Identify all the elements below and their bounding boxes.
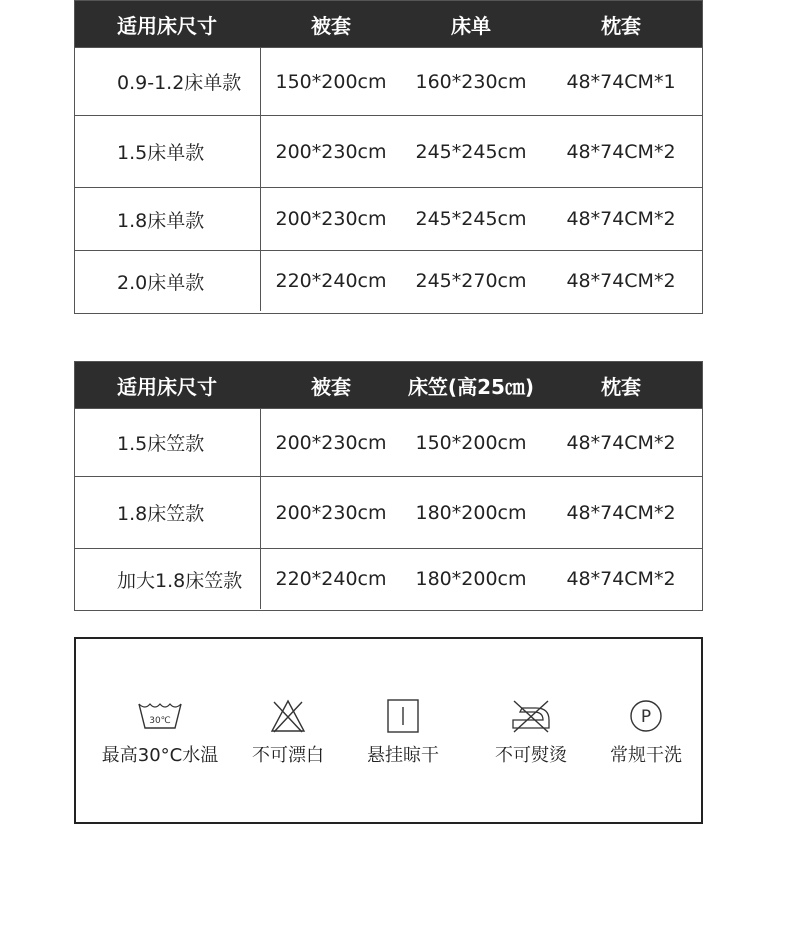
dry-clean-p-icon (596, 697, 696, 735)
cell-fitted-sheet: 180*200cm (415, 568, 527, 590)
wash-30-icon (100, 697, 220, 735)
cell-duvet: 200*230cm (275, 140, 387, 163)
care-label: 不可熨烫 (495, 745, 567, 766)
cell-bed-size: 1.8床单款 (75, 188, 261, 250)
hang-dry-icon (353, 697, 453, 735)
cell-duvet: 200*230cm (275, 208, 387, 230)
header-duvet: 被套 (311, 13, 351, 38)
table-header (75, 1, 702, 47)
cell-pillowcase: 48*74CM*2 (566, 208, 676, 230)
care-item-hang-dry (353, 697, 453, 767)
cell-pillowcase: 48*74CM*2 (566, 140, 676, 163)
header-bed-size: 适用床尺寸 (117, 374, 217, 399)
cell-pillowcase: 48*74CM*2 (566, 568, 676, 590)
cell-pillowcase: 48*74CM*2 (566, 501, 676, 524)
cell-duvet: 220*240cm (275, 270, 387, 292)
wash-temp-text: 30℃ (149, 716, 171, 726)
cell-bed-size: 2.0床单款 (75, 251, 261, 311)
table-row (75, 250, 702, 311)
cell-pillowcase: 48*74CM*2 (566, 431, 676, 454)
table-row (75, 47, 702, 115)
care-item-dry-clean (596, 697, 696, 767)
care-label: 常规干洗 (610, 745, 682, 766)
dry-clean-letter: P (640, 707, 652, 727)
care-label: 不可漂白 (252, 745, 324, 766)
care-label: 最高30°C水温 (101, 745, 219, 766)
cell-sheet: 245*245cm (415, 208, 527, 230)
cell-sheet: 245*245cm (415, 140, 527, 163)
header-sheet: 床单 (451, 13, 491, 38)
cell-bed-size: 1.8床笠款 (75, 477, 261, 548)
table-row (75, 408, 702, 476)
header-duvet: 被套 (311, 374, 351, 399)
cell-pillowcase: 48*74CM*2 (566, 270, 676, 292)
table-row (75, 548, 702, 609)
header-fitted-sheet: 床笠(高25㎝) (407, 374, 535, 399)
cell-pillowcase: 48*74CM*1 (566, 70, 676, 93)
table-row (75, 187, 702, 250)
cell-bed-size: 0.9-1.2床单款 (75, 48, 261, 115)
size-table-sheet (74, 0, 703, 314)
cell-sheet: 245*270cm (415, 270, 527, 292)
table-header (75, 362, 702, 408)
cell-duvet: 200*230cm (275, 501, 387, 524)
cell-duvet: 220*240cm (275, 568, 387, 590)
care-item-no-iron (481, 697, 581, 767)
table-row (75, 476, 702, 548)
header-bed-size: 适用床尺寸 (117, 13, 217, 38)
care-label: 悬挂晾干 (367, 745, 439, 766)
cell-duvet: 200*230cm (275, 431, 387, 454)
care-instructions-box (74, 637, 703, 824)
cell-fitted-sheet: 150*200cm (415, 431, 527, 454)
size-table-fitted (74, 361, 703, 611)
cell-fitted-sheet: 180*200cm (415, 501, 527, 524)
care-item-no-bleach (238, 697, 338, 767)
no-bleach-icon (238, 697, 338, 735)
cell-bed-size: 1.5床单款 (75, 116, 261, 187)
header-pillowcase: 枕套 (601, 374, 641, 399)
care-item-wash (100, 697, 220, 767)
no-iron-icon (481, 697, 581, 735)
cell-bed-size: 加大1.8床笠款 (75, 549, 261, 609)
header-pillowcase: 枕套 (601, 13, 641, 38)
cell-sheet: 160*230cm (415, 70, 527, 93)
table-row (75, 115, 702, 187)
cell-duvet: 150*200cm (275, 70, 387, 93)
cell-bed-size: 1.5床笠款 (75, 409, 261, 476)
